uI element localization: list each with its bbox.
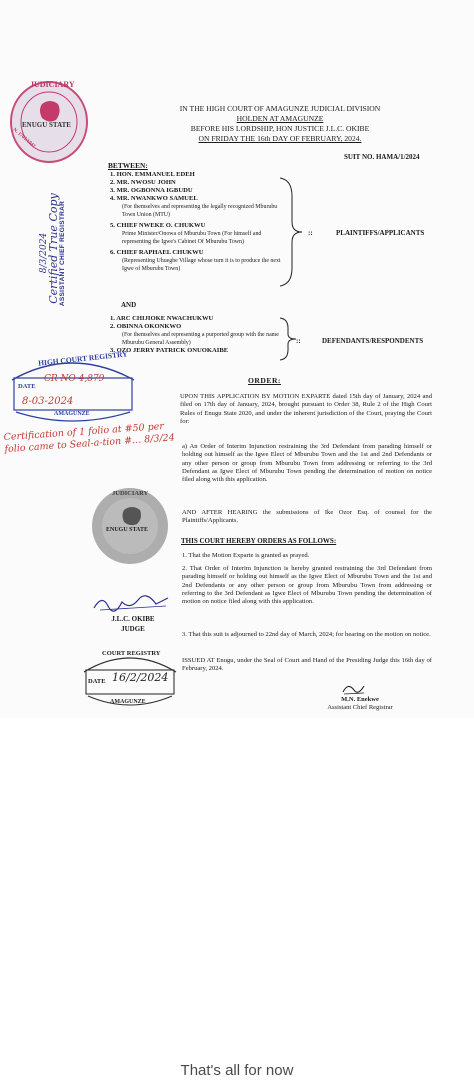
suit-number: SUIT NO. HAMA/1/2024 — [344, 153, 420, 161]
between-label: BETWEEN: — [108, 161, 148, 170]
plaintiff-name: 5. CHIEF NWEKE O. CHUKWU — [110, 222, 206, 229]
certification-note-handwriting: Certification of 1 folio at #50 per folio came to Seal-a-tion #... 8/3/24 — [3, 420, 176, 456]
court-header — [120, 104, 440, 144]
seal-ring-text: JUDICIARY — [112, 490, 149, 497]
plaintiffs-list — [110, 171, 290, 273]
order-item-a: a) An Order of Interim Injunction restraining the 3rd Defendant from parading himself or holding out himself as the Igwe Elect of Mburubu Town and the 1st and 2nd Defendants or any other person or group from Mburubu Town from addressing or referring to the 3rd Defendant as Igwe Elect of Mburubu Town pending the determination of motion on notice filed along with this application. — [182, 443, 432, 484]
plaintiff-name: 1. HON. EMMANUEL EDEH — [110, 171, 195, 178]
header-line-2: HOLDEN AT AMAGUNZE — [236, 114, 324, 123]
bottom-registry-date: 16/2/2024 — [112, 671, 169, 684]
registrar-block — [322, 696, 398, 712]
plaintiff-description: Prime Minister/Onowa of Mburubu Town (For himself and representing the Igwe's Cabinet Of Mburubu Town) — [122, 231, 262, 245]
plaintiff-description: (Representing Uhuegbe Village whose turn it is to produce the next Igwe of Mburubu Town) — [122, 258, 281, 272]
judiciary-stamp-number: N. 1702/1042 — [11, 127, 36, 150]
judge-title: JUDGE — [121, 625, 145, 633]
defendant-description: (For themselves and representing a purported group with the name Mburubu General Assembly) — [122, 332, 279, 346]
plaintiff-name: 4. MR. NWANKWO SAMUEL — [110, 195, 198, 202]
order-3: 3. That this suit is adjourned to 22nd day of March, 2024; for hearing on the motion on notice. — [182, 631, 431, 638]
header-line-4: ON FRIDAY THE 16th DAY OF FEBRUARY, 2024. — [198, 134, 362, 143]
end-of-content-text: That's all for now — [180, 1062, 294, 1079]
plaintiff-name: 2. MR. NWOSU JOHN — [110, 179, 176, 186]
header-line-1: IN THE HIGH COURT OF AMAGUNZE JUDICIAL DIVISION — [179, 104, 381, 113]
registry-amagunze-ring: AMAGUNZE — [54, 411, 90, 417]
plaintiffs-colon: :: — [308, 229, 313, 237]
order-intro-paragraph: UPON THIS APPLICATION BY MOTION EXPARTE dated 15th day of January, 2024 and filed on 17th day of January, 2024, brought pursuant to Order 38, Rule 2 of the High Court Rules of Enugu State 2020, and under the inherent jurisdiction of the Court, praying the Court for: — [180, 393, 432, 425]
judiciary-stamp-state: ENUGU STATE — [22, 121, 71, 129]
defendant-name: 3. OZO JERRY PATRICK ONUOKAIBE — [110, 347, 229, 354]
defendants-label: DEFENDANTS/RESPONDENTS — [322, 337, 424, 345]
registrar-name: M.N. Enekwe — [341, 696, 379, 703]
registrar-title: Assistant Chief Registrar — [327, 704, 393, 711]
judiciary-stamp-ring-text: JUDICIARY — [30, 80, 75, 89]
and-label: AND — [121, 301, 137, 309]
judge-block — [100, 614, 166, 634]
after-hearing-paragraph: AND AFTER HEARING the submissions of Ike Ozor Esq. of counsel for the Plaintiffs/Applicants. — [182, 509, 432, 525]
plaintiff-name: 6. CHIEF RAPHAEL CHUKWU — [110, 249, 204, 256]
certified-true-copy-handwriting: Certified True Copy — [46, 193, 60, 304]
plaintiffs-label: PLAINTIFFS/APPLICANTS — [336, 229, 425, 237]
hereby-orders-title: THIS COURT HEREBY ORDERS AS FOLLOWS: — [181, 537, 337, 545]
plaintiff-description: (For themselves and representing the legally recognized Mburubu Town Union (MTU) — [122, 204, 278, 218]
defendant-name: 2. OBINNA OKONKWO — [110, 323, 182, 330]
certified-date-handwriting: 8/3/2024 — [39, 232, 50, 274]
registry-receipt-number: CR NO 4,879 — [44, 374, 105, 384]
registry-date-label: DATE — [18, 383, 36, 390]
registry-date-handwritten: 8-03-2024 — [22, 396, 74, 407]
seal-state-text: ENUGU STATE — [106, 527, 148, 533]
registry-ring-text: HIGH COURT REGISTRY — [37, 349, 129, 368]
defendants-colon: :: — [296, 337, 301, 345]
defendant-name: 1. ARC CHIJIOKE NWACHUKWU — [110, 315, 214, 322]
bottom-registry-date-label: DATE — [88, 678, 106, 685]
bottom-registry-amagunze: AMAGUNZE — [110, 699, 146, 705]
order-title: ORDER: — [248, 376, 281, 385]
order-2: 2. That Order of Interim Injunction is hereby granted restraining the 3rd Defendant from parading himself or holding out himself as the Igwe Elect of Mburubu Town and the 1st and 2nd Defendants or any other person or group from Mburubu Town from addressing or referring to the 3rd Defendant as Igwe Elect of Mburubu Town pending the determination of motion on notice filed along with this application. — [182, 565, 432, 606]
defendants-brace — [278, 316, 308, 362]
header-line-3: BEFORE HIS LORDSHIP, HON JUSTICE J.L.C. OKIBE — [190, 124, 370, 133]
plaintiffs-brace — [278, 176, 308, 288]
assistant-chief-registrar-stamp: ASSISTANT CHIEF REGISTRAR — [59, 200, 67, 307]
judge-signature — [90, 590, 172, 616]
plaintiff-name: 3. MR. OGBONNA IGBUDU — [110, 187, 193, 194]
judge-name: J.L.C. OKIBE — [111, 615, 155, 623]
order-1: 1. That the Motion Exparte is granted as prayed. — [182, 552, 310, 559]
defendants-list — [110, 315, 290, 355]
issued-paragraph: ISSUED AT Enugu, under the Seal of Court and Hand of the Presiding Judge this 16th day of February, 2024. — [182, 657, 432, 673]
bottom-registry-ring: COURT REGISTRY — [102, 650, 161, 657]
